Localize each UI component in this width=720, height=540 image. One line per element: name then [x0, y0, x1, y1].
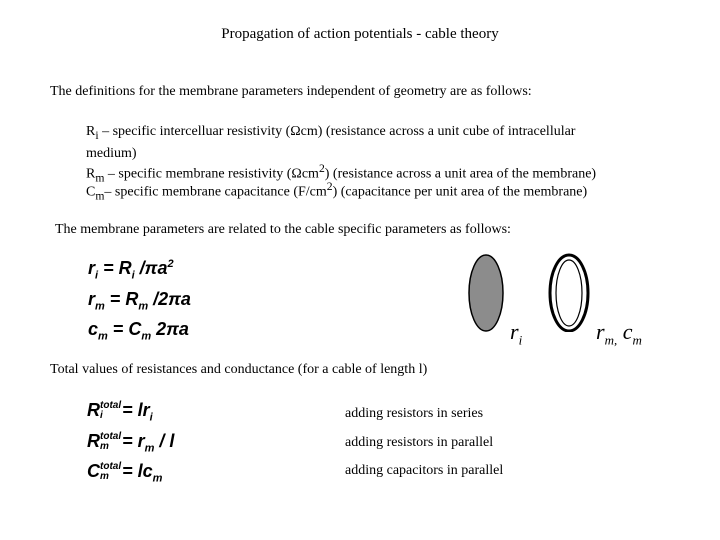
equation-ri: $r_i = R_i$ $/\pi a^2$: [88, 258, 174, 282]
equation-rm: $r_m = R_m$ /2πa: [88, 289, 191, 313]
filled-ellipse-ri: [469, 255, 503, 331]
definition-rm: $R_m$ – specific membrane resistivity (Ωcm$^2$) (resistance across a unit area of the membrane): [86, 162, 597, 185]
label-ri: $r_i$: [510, 319, 523, 348]
total-cm-equation: C total m = $lc_m$: [87, 461, 163, 485]
total-rm-equation: R total m = $r_m$ / l: [87, 431, 175, 455]
definition-ri: $R_i$ – specific intercelluar resistivity (Ωcm) (resistance across a unit cube of intracellular medium): [86, 124, 576, 161]
related-text: The membrane parameters are related to the cable specific parameters as follows:: [55, 222, 511, 237]
definition-cm: $C_m-$ specific membrane capacitance $(F/cm^2)$ (capacitance per unit area of the membrane): [86, 180, 588, 203]
equation-cm: $c_m = C_m$ 2πa: [88, 319, 189, 343]
total-rm-description: adding resistors in parallel: [345, 435, 494, 450]
cable-cross-sections: [460, 252, 600, 332]
page-title: Propagation of action potentials - cable theory: [221, 26, 499, 42]
outline-ellipse-rm-inner: [556, 260, 582, 326]
totals-heading: Total values of resistances and conductance (for a cable of length l): [50, 362, 428, 377]
intro-text: The definitions for the membrane parameters independent of geometry are as follows:: [50, 84, 532, 99]
total-ri-description: adding resistors in series: [345, 406, 484, 421]
total-ri-equation: R total i = $lr_i$: [87, 400, 153, 424]
label-rm-cm: $r_{m,}$ $c_m$: [596, 319, 642, 348]
total-cm-description: adding capacitors in parallel: [345, 463, 504, 478]
